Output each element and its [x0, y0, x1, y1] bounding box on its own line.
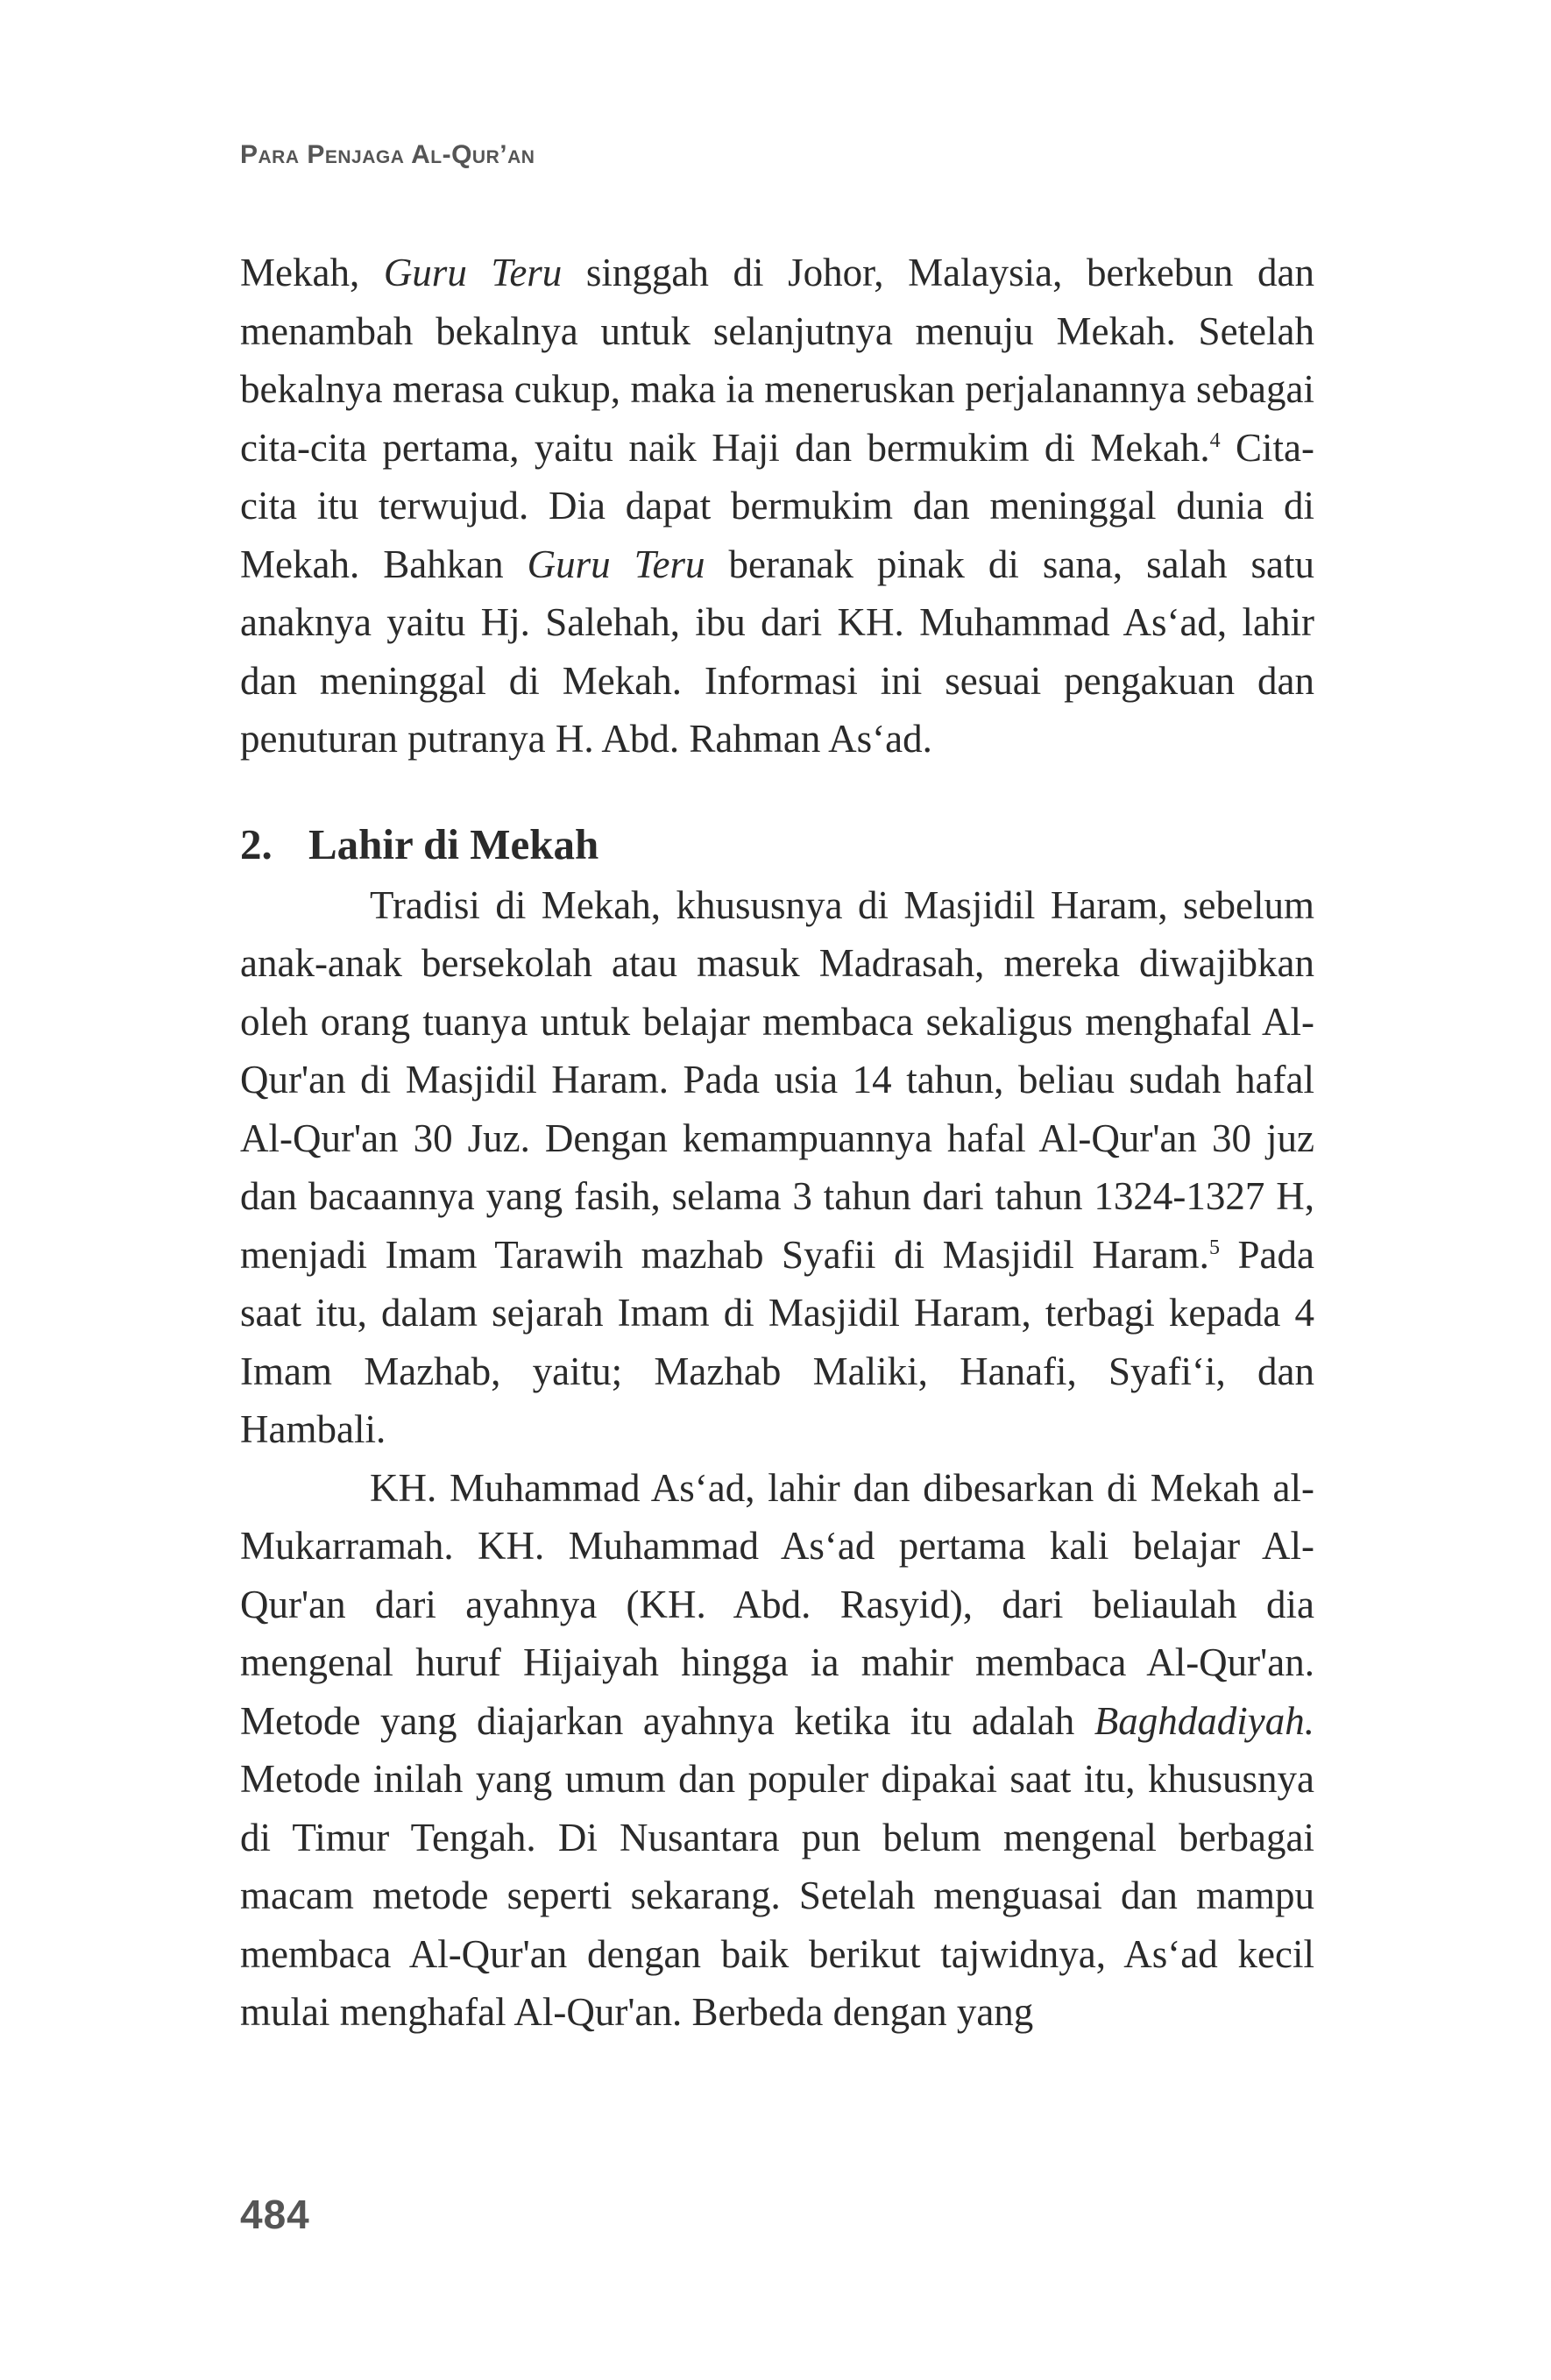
running-header: Para Penjaga Al-Qur’an [240, 140, 535, 169]
paragraph-2 [240, 876, 1314, 1459]
text-span: Pada saat itu, dalam sejarah Imam di Masjidil Haram, terbagi kepada 4 Imam Mazhab, yaitu; Mazhab Maliki, Hanafi, Syafi‘i, dan Hambali. [240, 1232, 1314, 1451]
section-number: 2. [240, 819, 273, 868]
page-number: 484 [240, 2192, 310, 2237]
italic-name: Guru Teru [383, 251, 563, 294]
text-span: Tradisi di Mekah, khususnya di Masjidil Haram, sebelum anak-anak bersekolah atau masuk Madrasah, mereka diwajibkan oleh orang tuanya untuk belajar membaca sekaligus menghafal Al-Qur'an di Masjidil Haram. Pada usia 14 tahun, beliau sudah hafal Al-Qur'an 30 Juz. Dengan kemampuannya hafal Al-Qur'an 30 juz dan bacaannya yang fasih, selama 3 tahun dari tahun 1324-1327 H, menjadi Imam Tarawih mazhab Syafii di Masjidil Haram. [240, 882, 1314, 1277]
text-span: Mekah, [240, 251, 384, 294]
text-span: beranak pinak di sana, salah satu anaknya yaitu Hj. Salehah, ibu dari KH. Muhammad As‘ad, lahir dan meninggal di Mekah. Informasi ini sesuai pengakuan dan penuturan putranya H. Abd. Rahman As‘ad. [240, 542, 1315, 761]
paragraph-3 [240, 1459, 1314, 2042]
text-span: Cita-cita itu terwujud. Dia dapat bermukim dan meninggal dunia di Mekah. Bahkan [240, 425, 1314, 586]
footnote-marker: 5 [1208, 1236, 1220, 1259]
italic-name: Guru Teru [527, 542, 705, 586]
paragraph-1 [240, 244, 1314, 769]
text-span: KH. Muhammad As‘ad, lahir dan dibesarkan di Mekah al-Mukarramah. KH. Muhammad As‘ad pertama kali belajar Al-Qur'an dari ayahnya (KH. Abd. Rasyid), dari beliaulah dia mengenal huruf Hijaiyah hingga ia mahir membaca Al-Qur'an. Metode yang diajarkan ayahnya ketika itu adalah [240, 1465, 1314, 1743]
section-title: Lahir di Mekah [308, 819, 599, 868]
body-text [240, 244, 1314, 2042]
italic-term: Baghdadiyah. [1094, 1698, 1314, 1743]
text-span: Metode inilah yang umum dan populer dipakai saat itu, khususnya di Timur Tengah. Di Nusantara pun belum mengenal berbagai macam metode seperti sekarang. Setelah menguasai dan mampu membaca Al-Qur'an dengan baik berikut tajwidnya, As‘ad kecil mulai menghafal Al-Qur'an. Berbeda dengan yang [240, 1757, 1314, 2034]
footnote-marker: 4 [1209, 429, 1221, 452]
text-span: singgah di Johor, Malaysia, berkebun dan menambah bekalnya untuk selanjutnya menuju Mekah. Setelah bekalnya merasa cukup, maka ia meneruskan perjalanannya sebagai cita-cita pertama, yaitu naik Haji dan bermukim di Mekah. [240, 251, 1314, 470]
book-page [240, 0, 1314, 2380]
section-heading [240, 813, 1314, 876]
